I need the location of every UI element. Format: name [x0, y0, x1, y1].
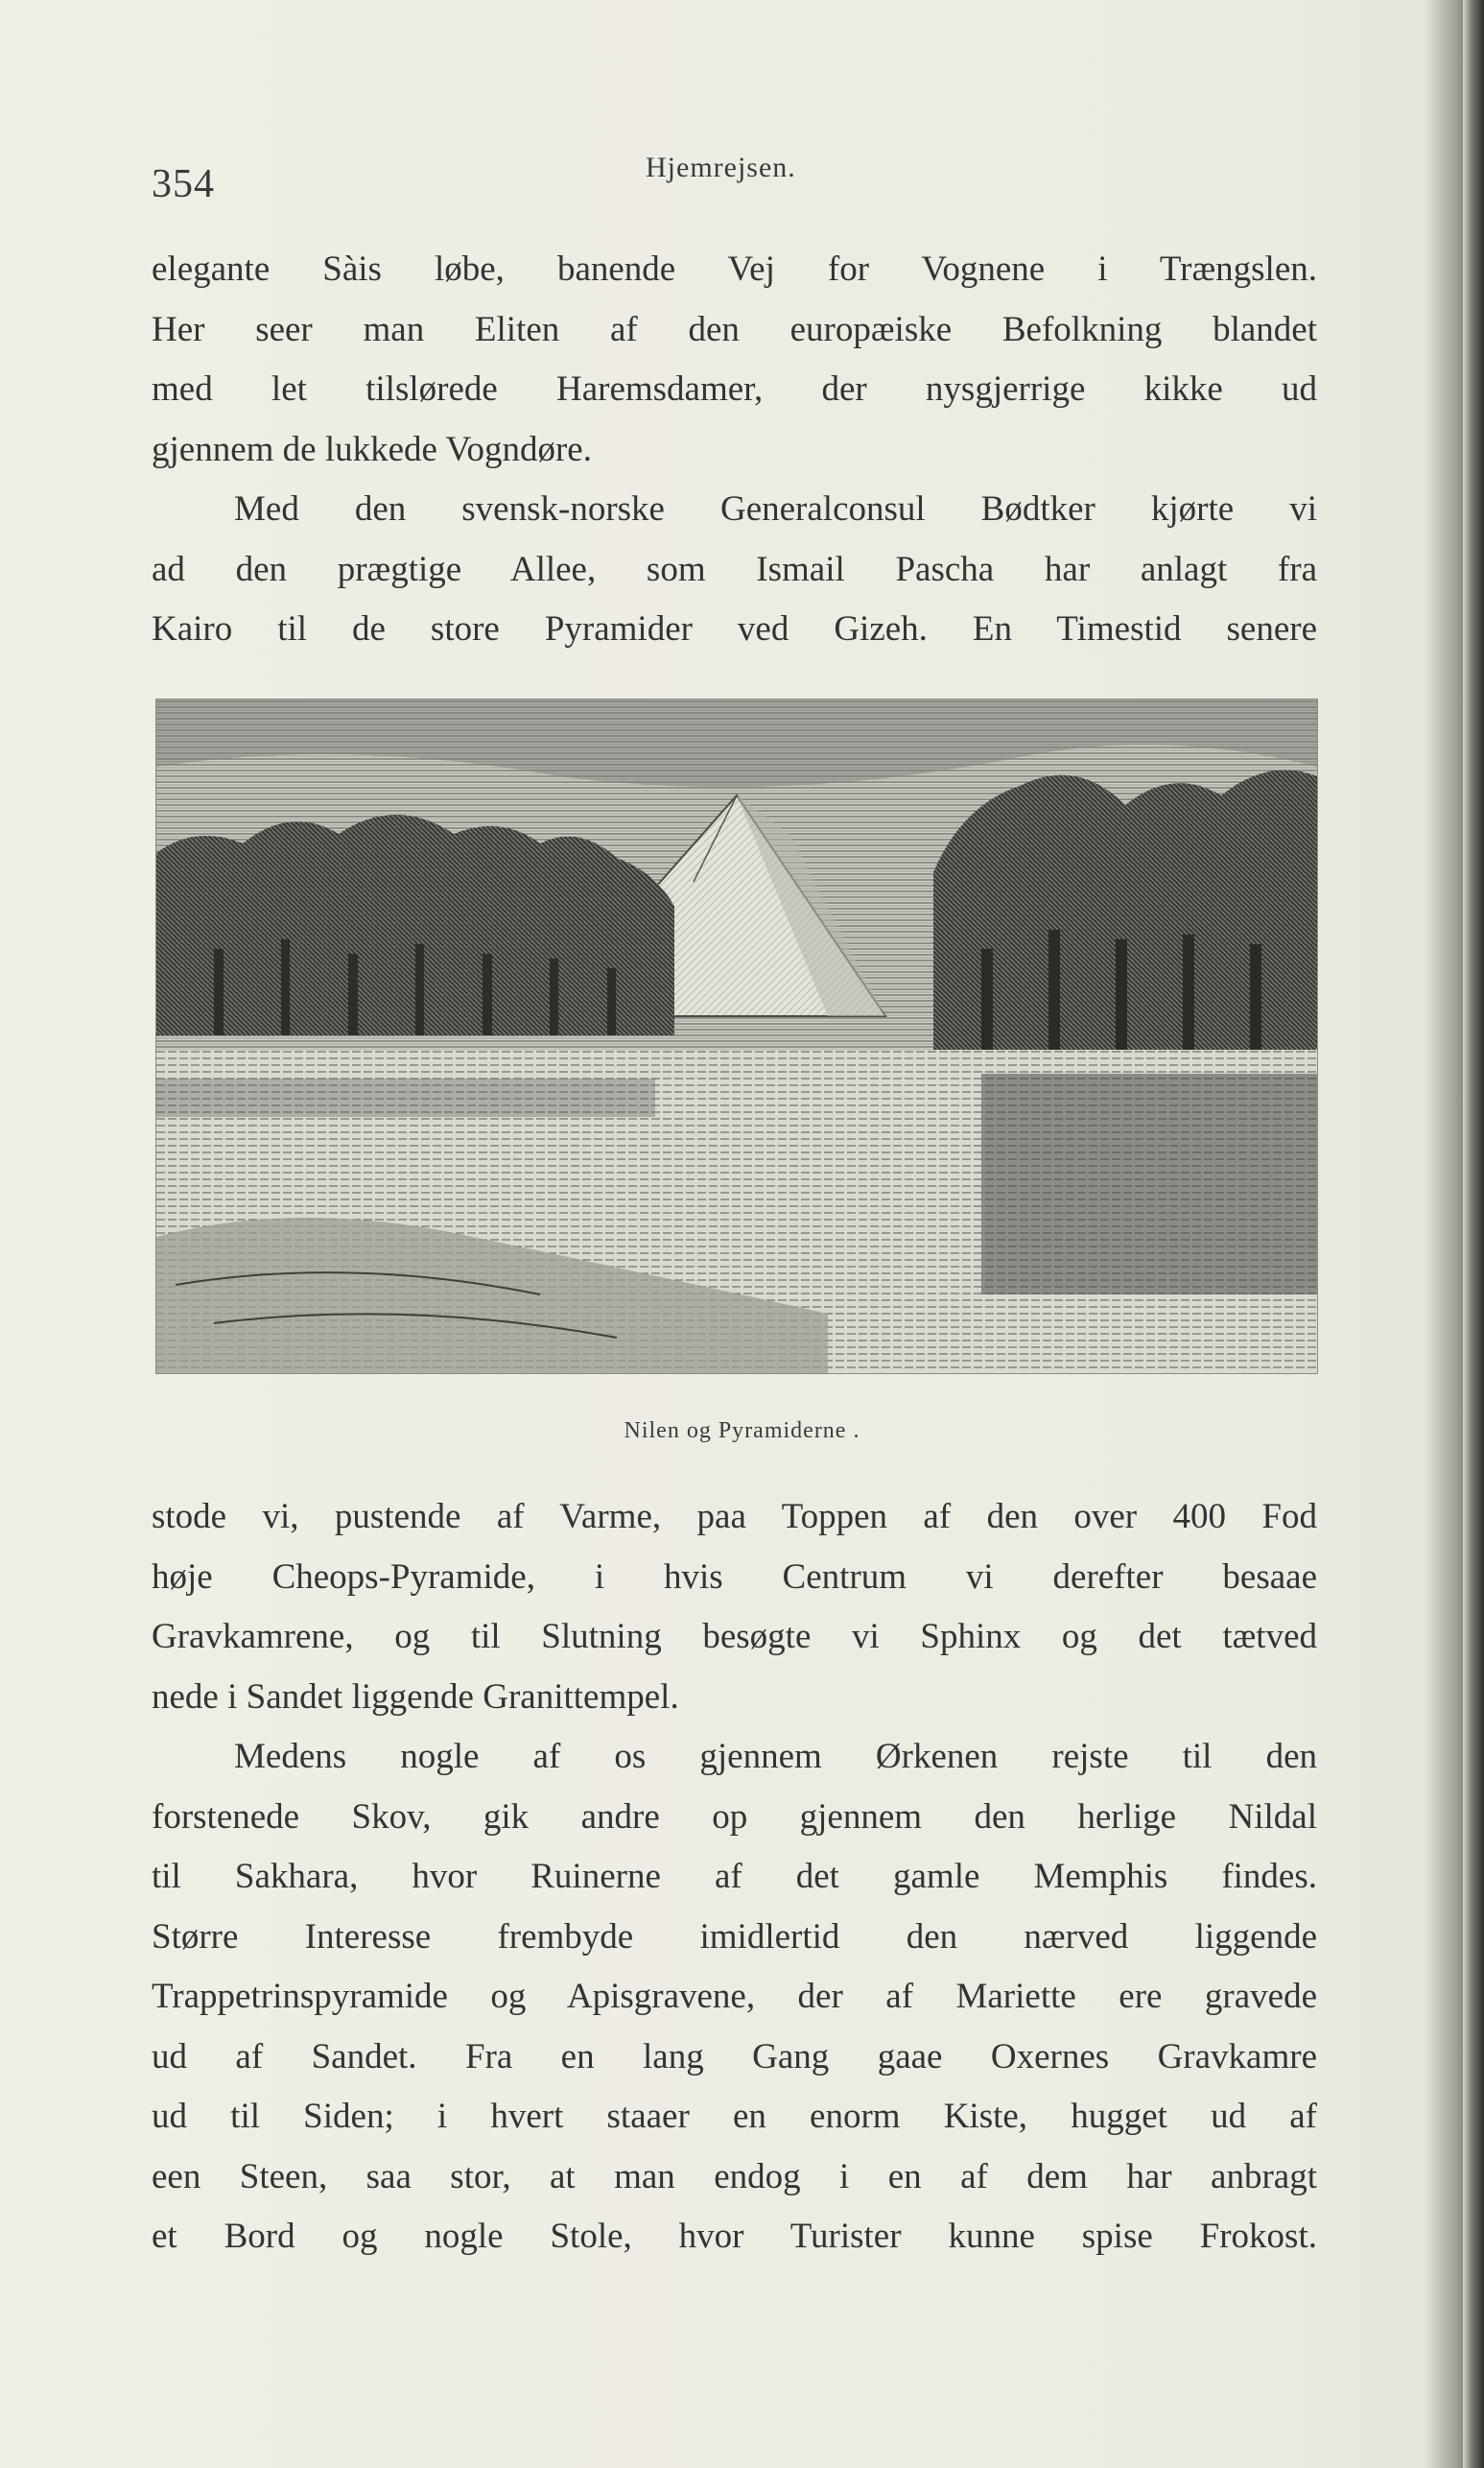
- text-line: til Sakhara, hvor Ruinerne af det gamle Memphis findes.: [152, 1857, 1317, 1896]
- text-line: gjennem de lukkede Vogndøre.: [152, 429, 592, 469]
- text-line: Her seer man Eliten af den europæiske Befolkning blandet: [152, 309, 1317, 349]
- page-number: 354: [152, 162, 215, 206]
- text-line: een Steen, saa stor, at man endog i en af dem har anbragt: [152, 2156, 1317, 2196]
- text-line: nede i Sandet liggende Granittempel.: [152, 1676, 679, 1717]
- text-line: ud af Sandet. Fra en lang Gang gaae Oxernes Gravkamre: [152, 2036, 1317, 2076]
- palm-grove-left: [156, 815, 674, 1035]
- engraving-nile-pyramids: [155, 699, 1318, 1374]
- text-line: ud til Siden; i hvert staaer en enorm Kiste, hugget ud af: [152, 2097, 1317, 2136]
- text-line: stode vi, pustende af Varme, paa Toppen af den over 400 Fod: [152, 1497, 1317, 1536]
- text-line: ad den prægtige Allee, som Ismail Pascha har anlagt fra: [152, 549, 1317, 589]
- book-spine-shadow: [1463, 0, 1484, 2468]
- text-line: forstenede Skov, gik andre op gjennem den herlige Nildal: [152, 1796, 1317, 1837]
- text-line: med let tilslørede Haremsdamer, der nysgjerrige kikke ud: [152, 369, 1317, 409]
- text-line: Medens nogle af os gjennem Ørkenen rejste til den: [234, 1737, 1317, 1776]
- text-line: Med den svensk-norske Generalconsul Bødtker kjørte vi: [234, 489, 1317, 529]
- text-line: elegante Sàis løbe, banende Vej for Vognene i Trængslen.: [152, 249, 1317, 289]
- text-line: Kairo til de store Pyramider ved Gizeh. En Timestid senere: [152, 609, 1317, 649]
- text-line: høje Cheops-Pyramide, i hvis Centrum vi derefter besaae: [152, 1556, 1317, 1597]
- text-line: Større Interesse frembyde imidlertid den nærved liggende: [152, 1916, 1317, 1957]
- page-header: [152, 152, 1314, 209]
- running-title: Hjemrejsen.: [646, 152, 796, 183]
- palm-grove-right: [933, 770, 1317, 1064]
- text-block-top: [152, 240, 1317, 660]
- text-block-bottom: [152, 1487, 1317, 2267]
- text-line: Gravkamrene, og til Slutning besøgte vi Sphinx og det tætved: [152, 1617, 1317, 1656]
- text-line: Trappetrinspyramide og Apisgravene, der af Mariette ere gravede: [152, 1977, 1317, 2016]
- figure-caption: Nilen og Pyramiderne .: [624, 1418, 860, 1443]
- tree-reflection: [981, 1074, 1317, 1294]
- text-line: et Bord og nogle Stole, hvor Turister kunne spise Frokost.: [152, 2217, 1317, 2256]
